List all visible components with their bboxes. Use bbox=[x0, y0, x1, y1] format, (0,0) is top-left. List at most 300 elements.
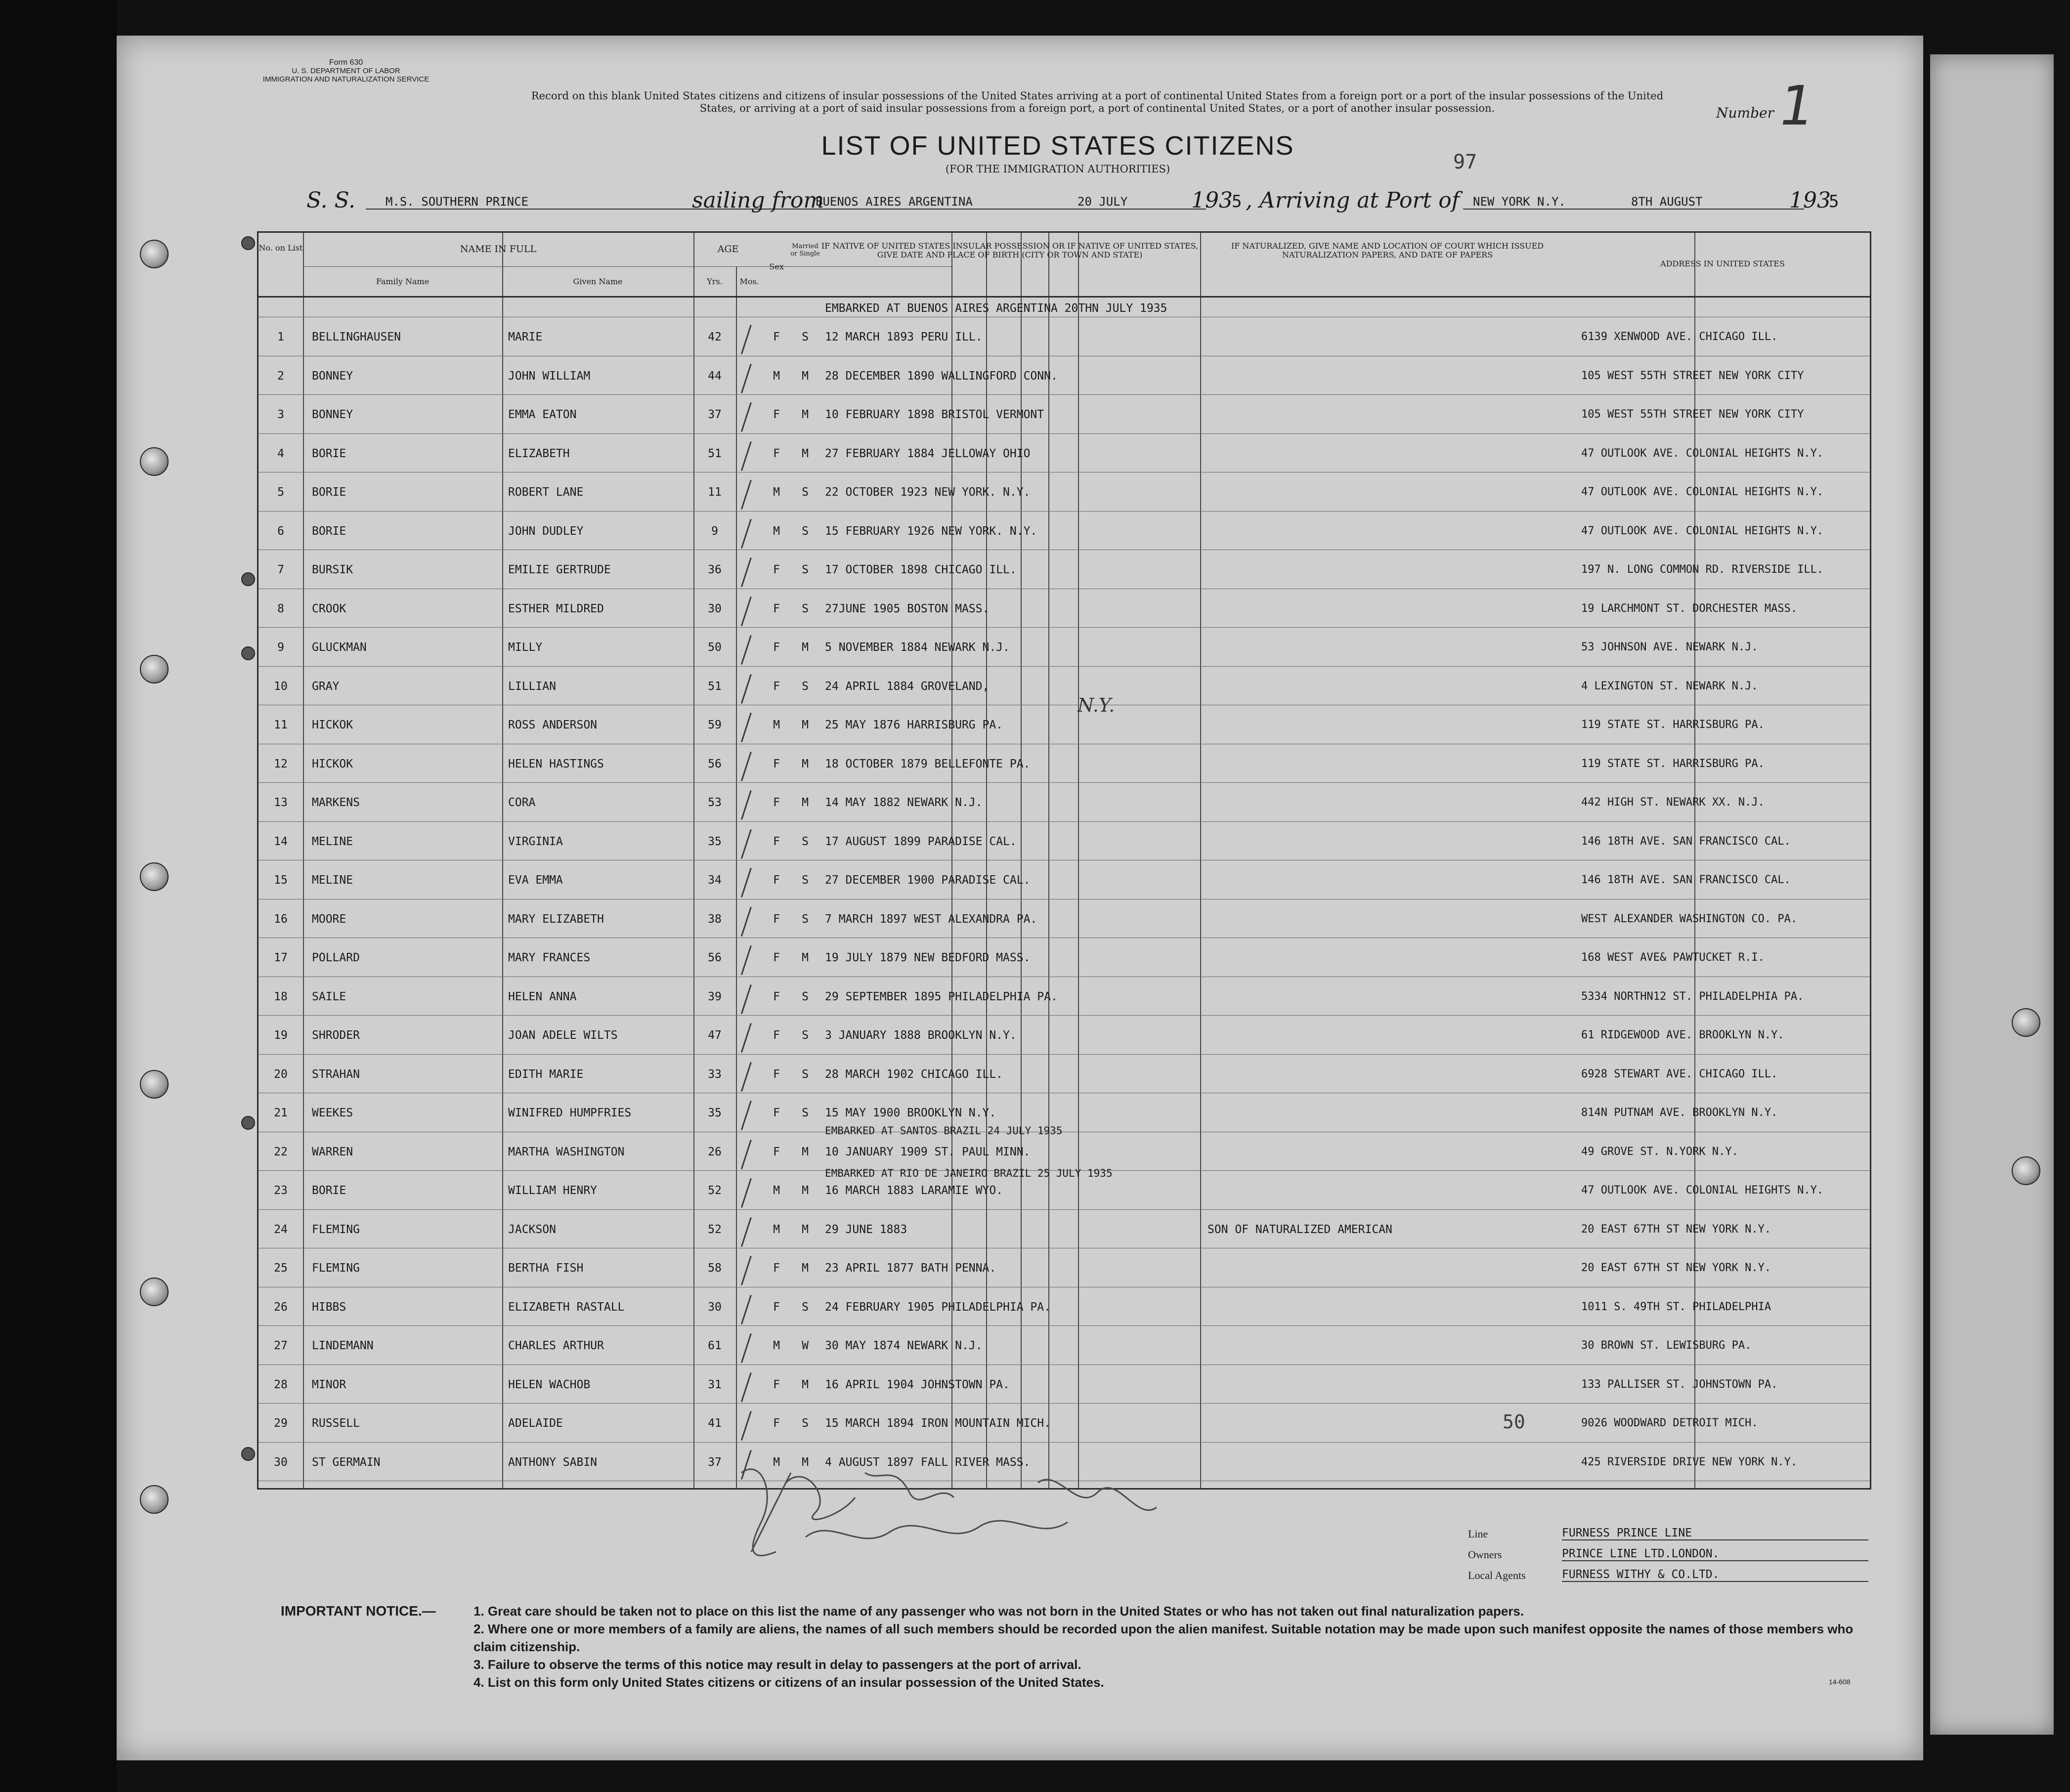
arriving-label: , Arriving at Port of bbox=[1246, 188, 1460, 213]
header-mos: Mos. bbox=[739, 277, 759, 286]
arrival-year-suffix: 5 bbox=[1829, 192, 1839, 212]
passenger-family: GRAY bbox=[312, 680, 340, 693]
passenger-address: 9026 WOODWARD DETROIT MICH. bbox=[1581, 1417, 1758, 1429]
header-no-on-list: No. on List bbox=[259, 243, 303, 253]
service-name: IMMIGRATION AND NATURALIZATION SERVICE bbox=[262, 75, 430, 84]
passenger-no: 29 bbox=[274, 1417, 288, 1430]
passenger-sex: F bbox=[773, 874, 780, 887]
passenger-ms: S bbox=[802, 680, 809, 693]
row-rule bbox=[259, 1054, 1870, 1055]
check-mark-icon bbox=[741, 1256, 752, 1285]
passenger-sex: F bbox=[773, 641, 780, 654]
header-married-or-single: Married or Single bbox=[790, 243, 820, 257]
binding-mark-icon bbox=[241, 1116, 255, 1130]
check-mark-icon bbox=[741, 1217, 752, 1247]
passenger-given: BERTHA FISH bbox=[508, 1262, 584, 1275]
passenger-family: MINOR bbox=[312, 1378, 346, 1391]
check-mark-icon bbox=[741, 1101, 752, 1130]
passenger-address: 53 JOHNSON AVE. NEWARK N.J. bbox=[1581, 641, 1758, 653]
notice-item: 4. List on this form only United States citizens or citizens of an insular possession of the United States. bbox=[474, 1675, 1104, 1690]
passenger-age: 34 bbox=[708, 874, 722, 887]
passenger-no: 7 bbox=[277, 563, 284, 576]
passenger-no: 25 bbox=[274, 1262, 288, 1275]
passenger-no: 13 bbox=[274, 796, 288, 809]
owners-label: Owners bbox=[1468, 1548, 1502, 1561]
passenger-sex: F bbox=[773, 796, 780, 809]
passenger-sex: F bbox=[773, 447, 780, 460]
passenger-ms: S bbox=[802, 1107, 809, 1119]
punch-hole-icon bbox=[140, 655, 169, 683]
check-mark-icon bbox=[741, 441, 752, 471]
header-yrs: Yrs. bbox=[707, 277, 723, 286]
check-mark-icon bbox=[741, 1023, 752, 1053]
passenger-address: 105 WEST 55TH STREET NEW YORK CITY bbox=[1581, 408, 1804, 421]
notice-item: 1. Great care should be taken not to place on this list the name of any passenger who was not born in the United States or who has not taken out final naturalization papers. bbox=[474, 1604, 1524, 1619]
header-address: ADDRESS IN UNITED STATES bbox=[1660, 259, 1785, 268]
passenger-no: 12 bbox=[274, 757, 288, 770]
form-identifier bbox=[247, 58, 445, 84]
passenger-birth: 27 DECEMBER 1900 PARADISE CAL. bbox=[825, 874, 1031, 887]
passenger-age: 56 bbox=[708, 951, 722, 964]
passenger-address: 20 EAST 67TH ST NEW YORK N.Y. bbox=[1581, 1223, 1771, 1236]
passenger-no: 4 bbox=[277, 447, 284, 460]
passenger-given: MARY FRANCES bbox=[508, 951, 591, 964]
header-age: AGE bbox=[717, 244, 739, 255]
check-mark-icon bbox=[741, 713, 752, 742]
passenger-ms: M bbox=[802, 1184, 809, 1197]
passenger-family: HICKOK bbox=[312, 719, 353, 731]
passenger-ms: S bbox=[802, 486, 809, 499]
passenger-birth: 12 MARCH 1893 PERU ILL. bbox=[825, 331, 983, 343]
check-mark-icon bbox=[741, 868, 752, 897]
passenger-no: 26 bbox=[274, 1300, 288, 1314]
passenger-birth: 23 APRIL 1877 BATH PENNA. bbox=[825, 1262, 996, 1275]
row-rule bbox=[259, 782, 1870, 783]
passenger-ms: S bbox=[802, 524, 809, 538]
arrival-underline bbox=[1463, 209, 1804, 210]
page-stamp: 97 bbox=[1453, 151, 1477, 173]
form-code: 14-608 bbox=[1829, 1678, 1851, 1686]
passenger-sex: F bbox=[773, 1417, 780, 1430]
row-rule bbox=[259, 433, 1870, 434]
passenger-address: 168 WEST AVE& PAWTUCKET R.I. bbox=[1581, 951, 1765, 964]
departure-date: 20 JULY bbox=[1078, 195, 1128, 209]
passenger-given: JOHN WILLIAM bbox=[508, 369, 591, 383]
passenger-address: 442 HIGH ST. NEWARK XX. N.J. bbox=[1581, 796, 1765, 809]
passenger-ms: S bbox=[802, 990, 809, 1003]
passenger-birth: 17 AUGUST 1899 PARADISE CAL. bbox=[825, 835, 1017, 848]
passenger-birth: 29 JUNE 1883 bbox=[825, 1223, 907, 1236]
passenger-ms: M bbox=[802, 408, 809, 421]
check-mark-icon bbox=[741, 752, 752, 781]
passenger-given: WINIFRED HUMPFRIES bbox=[508, 1107, 632, 1119]
passenger-sex: M bbox=[773, 1339, 780, 1352]
passenger-family: BORIE bbox=[312, 486, 346, 499]
ship-line-info bbox=[1468, 1525, 1873, 1587]
punch-hole-icon bbox=[140, 1278, 169, 1306]
passenger-birth: 24 APRIL 1884 GROVELAND, bbox=[825, 680, 990, 693]
binding-mark-icon bbox=[241, 646, 255, 660]
passenger-ms: M bbox=[802, 641, 809, 654]
list-number: 1 bbox=[1773, 74, 1820, 137]
passenger-ms: M bbox=[802, 951, 809, 964]
passenger-address: 61 RIDGEWOOD AVE. BROOKLYN N.Y. bbox=[1581, 1029, 1784, 1041]
passenger-family: WEEKES bbox=[312, 1107, 353, 1119]
passenger-given: MARY ELIZABETH bbox=[508, 912, 604, 926]
passenger-no: 11 bbox=[274, 719, 288, 731]
passenger-family: GLUCKMAN bbox=[312, 641, 367, 654]
passenger-sex: F bbox=[773, 1300, 780, 1314]
passenger-birth: 15 FEBRUARY 1926 NEW YORK. N.Y. bbox=[825, 524, 1037, 538]
passenger-given: JACKSON bbox=[508, 1223, 556, 1236]
passenger-address: 19 LARCHMONT ST. DORCHESTER MASS. bbox=[1581, 602, 1798, 615]
passenger-address: 146 18TH AVE. SAN FRANCISCO CAL. bbox=[1581, 874, 1791, 886]
passenger-age: 52 bbox=[708, 1223, 722, 1236]
passenger-ms: S bbox=[802, 874, 809, 887]
citizen-list-table bbox=[257, 231, 1871, 1490]
passenger-given: JOHN DUDLEY bbox=[508, 524, 584, 538]
header-naturalized: IF NATURALIZED, GIVE NAME AND LOCATION OF COURT WHICH ISSUED NATURALIZATION PAPERS, AND DATE OF PAPERS bbox=[1231, 241, 1544, 259]
punch-hole-icon bbox=[140, 1070, 169, 1099]
passenger-address: 47 OUTLOOK AVE. COLONIAL HEIGHTS N.Y. bbox=[1581, 1184, 1824, 1196]
passenger-address: 119 STATE ST. HARRISBURG PA. bbox=[1581, 757, 1765, 770]
passenger-ms: S bbox=[802, 1417, 809, 1430]
passenger-family: RUSSELL bbox=[312, 1417, 360, 1430]
passenger-age: 37 bbox=[708, 408, 722, 421]
passenger-family: POLLARD bbox=[312, 951, 360, 964]
passenger-given: ESTHER MILDRED bbox=[508, 602, 604, 615]
passenger-age: 39 bbox=[708, 990, 722, 1003]
passenger-no: 22 bbox=[274, 1145, 288, 1158]
passenger-sex: F bbox=[773, 563, 780, 576]
check-mark-icon bbox=[741, 480, 752, 510]
passenger-family: SAILE bbox=[312, 990, 346, 1003]
check-mark-icon bbox=[741, 907, 752, 937]
passenger-no: 28 bbox=[274, 1378, 288, 1391]
passenger-no: 8 bbox=[277, 602, 284, 615]
passenger-sex: F bbox=[773, 951, 780, 964]
passenger-given: CHARLES ARTHUR bbox=[508, 1339, 604, 1352]
sailing-from-label: sailing from bbox=[692, 188, 824, 213]
passenger-age: 11 bbox=[708, 486, 722, 499]
passenger-address: 47 OUTLOOK AVE. COLONIAL HEIGHTS N.Y. bbox=[1581, 524, 1824, 537]
passenger-address: 49 GROVE ST. N.YORK N.Y. bbox=[1581, 1145, 1738, 1158]
check-mark-icon bbox=[741, 945, 752, 975]
passenger-ms: M bbox=[802, 1378, 809, 1391]
passenger-age: 47 bbox=[708, 1029, 722, 1042]
inspector-signature bbox=[732, 1453, 1166, 1567]
passenger-age: 31 bbox=[708, 1378, 722, 1391]
passenger-sex: F bbox=[773, 602, 780, 615]
punch-hole-icon bbox=[2012, 1156, 2040, 1185]
department-name: U. S. DEPARTMENT OF LABOR bbox=[292, 67, 400, 75]
check-mark-icon bbox=[741, 635, 752, 665]
passenger-age: 51 bbox=[708, 680, 722, 693]
passenger-ms: M bbox=[802, 796, 809, 809]
margin-number: 50 bbox=[1503, 1411, 1525, 1433]
passenger-given: ROSS ANDERSON bbox=[508, 719, 598, 731]
form-number: Form 630 bbox=[329, 58, 363, 67]
passenger-no: 3 bbox=[277, 408, 284, 421]
passenger-ms: S bbox=[802, 331, 809, 343]
passenger-sex: F bbox=[773, 680, 780, 693]
passenger-sex: M bbox=[773, 1223, 780, 1236]
passenger-age: 33 bbox=[708, 1067, 722, 1081]
adjacent-sheet bbox=[1930, 54, 2054, 1735]
passenger-ms: S bbox=[802, 602, 809, 615]
punch-hole-icon bbox=[140, 1485, 169, 1514]
passenger-ms: M bbox=[802, 1262, 809, 1275]
check-mark-icon bbox=[741, 1062, 752, 1092]
passenger-no: 10 bbox=[274, 680, 288, 693]
passenger-given: HELEN ANNA bbox=[508, 990, 577, 1003]
passenger-birth: 10 JANUARY 1909 ST. PAUL MINN. bbox=[825, 1145, 1031, 1158]
passenger-family: MOORE bbox=[312, 912, 346, 926]
local-agents-value: FURNESS WITHY & CO.LTD. bbox=[1562, 1568, 1868, 1582]
passenger-address: 197 N. LONG COMMON RD. RIVERSIDE ILL. bbox=[1581, 563, 1824, 576]
row-rule bbox=[259, 1209, 1870, 1210]
passenger-birth: 30 MAY 1874 NEWARK N.J. bbox=[825, 1339, 983, 1352]
passenger-ms: M bbox=[802, 369, 809, 383]
passenger-age: 44 bbox=[708, 369, 722, 383]
passenger-age: 35 bbox=[708, 1107, 722, 1119]
passenger-family: WARREN bbox=[312, 1145, 353, 1158]
passenger-age: 50 bbox=[708, 641, 722, 654]
passenger-sex: M bbox=[773, 524, 780, 538]
passenger-sex: F bbox=[773, 1067, 780, 1081]
passenger-family: BONNEY bbox=[312, 369, 353, 383]
check-mark-icon bbox=[741, 790, 752, 820]
passenger-address: 814N PUTNAM AVE. BROOKLYN N.Y. bbox=[1581, 1107, 1778, 1119]
passenger-age: 9 bbox=[711, 524, 718, 538]
passenger-ms: S bbox=[802, 835, 809, 848]
passenger-given: MARTHA WASHINGTON bbox=[508, 1145, 625, 1158]
passenger-ms: M bbox=[802, 1223, 809, 1236]
passenger-family: BELLINGHAUSEN bbox=[312, 331, 401, 343]
check-mark-icon bbox=[741, 1372, 752, 1402]
binding-mark-icon bbox=[241, 236, 255, 250]
passenger-address: 146 18TH AVE. SAN FRANCISCO CAL. bbox=[1581, 835, 1791, 848]
passenger-age: 36 bbox=[708, 563, 722, 576]
header-sex: Sex bbox=[769, 262, 784, 271]
passenger-sex: M bbox=[773, 486, 780, 499]
scan-left-edge bbox=[0, 0, 117, 1792]
passenger-given: MARIE bbox=[508, 331, 543, 343]
passenger-sex: F bbox=[773, 331, 780, 343]
passenger-no: 24 bbox=[274, 1223, 288, 1236]
passenger-address: 425 RIVERSIDE DRIVE NEW YORK N.Y. bbox=[1581, 1455, 1798, 1468]
page-title: LIST OF UNITED STATES CITIZENS bbox=[821, 131, 1294, 161]
passenger-ms: M bbox=[802, 757, 809, 770]
passenger-sex: M bbox=[773, 1455, 780, 1469]
check-mark-icon bbox=[741, 674, 752, 704]
passenger-age: 53 bbox=[708, 796, 722, 809]
passenger-address: 105 WEST 55TH STREET NEW YORK CITY bbox=[1581, 369, 1804, 382]
passenger-no: 9 bbox=[277, 641, 284, 654]
passenger-age: 35 bbox=[708, 835, 722, 848]
passenger-address: 5334 NORTHN12 ST. PHILADELPHIA PA. bbox=[1581, 990, 1804, 1003]
passenger-sex: F bbox=[773, 1378, 780, 1391]
departure-port: BUENOS AIRES ARGENTINA bbox=[816, 195, 973, 209]
check-mark-icon bbox=[741, 1333, 752, 1363]
passenger-address: 20 EAST 67TH ST NEW YORK N.Y. bbox=[1581, 1262, 1771, 1274]
passenger-address: 47 OUTLOOK AVE. COLONIAL HEIGHTS N.Y. bbox=[1581, 486, 1824, 498]
passenger-no: 2 bbox=[277, 369, 284, 383]
passenger-sex: F bbox=[773, 408, 780, 421]
passenger-birth: 15 MAY 1900 BROOKLYN N.Y. bbox=[825, 1107, 996, 1119]
check-mark-icon bbox=[741, 402, 752, 432]
binding-mark-icon bbox=[241, 572, 255, 586]
check-mark-icon bbox=[741, 1178, 752, 1208]
passenger-given: EVA EMMA bbox=[508, 874, 563, 887]
embarkation-note: EMBARKED AT SANTOS BRAZIL 24 JULY 1935 bbox=[825, 1124, 1063, 1137]
row-rule bbox=[259, 1015, 1870, 1016]
passenger-sex: M bbox=[773, 1184, 780, 1197]
header-name-in-full: NAME IN FULL bbox=[460, 244, 537, 255]
passenger-age: 30 bbox=[708, 1300, 722, 1314]
row-rule bbox=[259, 627, 1870, 628]
passenger-sex: F bbox=[773, 757, 780, 770]
passenger-age: 51 bbox=[708, 447, 722, 460]
passenger-family: HICKOK bbox=[312, 757, 353, 770]
passenger-age: 37 bbox=[708, 1455, 722, 1469]
passenger-birth: 28 MARCH 1902 CHICAGO ILL. bbox=[825, 1067, 1003, 1081]
passenger-ms: S bbox=[802, 1067, 809, 1081]
passenger-family: SHRODER bbox=[312, 1029, 360, 1042]
passenger-sex: M bbox=[773, 369, 780, 383]
check-mark-icon bbox=[741, 1295, 752, 1324]
passenger-no: 18 bbox=[274, 990, 288, 1003]
check-mark-icon bbox=[741, 597, 752, 626]
passenger-birth: 24 FEBRUARY 1905 PHILADELPHIA PA. bbox=[825, 1300, 1051, 1314]
passenger-birth: 28 DECEMBER 1890 WALLINGFORD CONN. bbox=[825, 369, 1058, 383]
passenger-address: 133 PALLISER ST. JOHNSTOWN PA. bbox=[1581, 1378, 1778, 1391]
passenger-birth: 7 MARCH 1897 WEST ALEXANDRA PA. bbox=[825, 912, 1037, 926]
punch-hole-icon bbox=[140, 240, 169, 268]
passenger-family: BORIE bbox=[312, 447, 346, 460]
passenger-birth: 16 MARCH 1883 LARAMIE WYO. bbox=[825, 1184, 1003, 1197]
passenger-no: 21 bbox=[274, 1107, 288, 1119]
passenger-address: 1011 S. 49TH ST. PHILADELPHIA bbox=[1581, 1300, 1771, 1313]
passenger-birth: 29 SEPTEMBER 1895 PHILADELPHIA PA. bbox=[825, 990, 1058, 1003]
passenger-given: ANTHONY SABIN bbox=[508, 1455, 598, 1469]
passenger-age: 38 bbox=[708, 912, 722, 926]
passenger-sex: M bbox=[773, 719, 780, 731]
passenger-address: 47 OUTLOOK AVE. COLONIAL HEIGHTS N.Y. bbox=[1581, 447, 1824, 460]
passenger-birth: 17 OCTOBER 1898 CHICAGO ILL. bbox=[825, 563, 1017, 576]
passenger-given: ROBERT LANE bbox=[508, 486, 584, 499]
passenger-no: 15 bbox=[274, 874, 288, 887]
row-rule bbox=[259, 1403, 1870, 1404]
passenger-ms: M bbox=[802, 447, 809, 460]
check-mark-icon bbox=[741, 1140, 752, 1169]
passenger-family: FLEMING bbox=[312, 1223, 360, 1236]
passenger-ms: M bbox=[802, 719, 809, 731]
passenger-family: MELINE bbox=[312, 835, 353, 848]
passenger-given: MILLY bbox=[508, 641, 543, 654]
passenger-ms: S bbox=[802, 563, 809, 576]
passenger-sex: F bbox=[773, 1029, 780, 1042]
notice-heading: IMPORTANT NOTICE.— bbox=[281, 1603, 436, 1619]
passenger-birth: 27JUNE 1905 BOSTON MASS. bbox=[825, 602, 990, 615]
passenger-age: 52 bbox=[708, 1184, 722, 1197]
binding-mark-icon bbox=[241, 1447, 255, 1461]
check-mark-icon bbox=[741, 829, 752, 859]
arrival-date: 8TH AUGUST bbox=[1631, 195, 1703, 209]
passenger-sex: F bbox=[773, 1145, 780, 1158]
passenger-ms: S bbox=[802, 1300, 809, 1314]
ship-name: M.S. SOUTHERN PRINCE bbox=[386, 195, 528, 209]
passenger-address: 30 BROWN ST. LEWISBURG PA. bbox=[1581, 1339, 1752, 1352]
passenger-age: 30 bbox=[708, 602, 722, 615]
passenger-birth: 18 OCTOBER 1879 BELLEFONTE PA. bbox=[825, 757, 1031, 770]
passenger-address: 119 STATE ST. HARRISBURG PA. bbox=[1581, 719, 1765, 731]
passenger-family: STRAHAN bbox=[312, 1067, 360, 1081]
passenger-age: 61 bbox=[708, 1339, 722, 1352]
passenger-family: MELINE bbox=[312, 874, 353, 887]
passenger-birth: 25 MAY 1876 HARRISBURG PA. bbox=[825, 719, 1003, 731]
number-label: Number bbox=[1716, 105, 1774, 121]
passenger-family: BORIE bbox=[312, 524, 346, 538]
passenger-ms: S bbox=[802, 912, 809, 926]
passenger-sex: F bbox=[773, 1262, 780, 1275]
row-rule bbox=[259, 394, 1870, 395]
voyage-line bbox=[306, 188, 1839, 213]
departure-year-prefix: 193 bbox=[1191, 188, 1233, 213]
passenger-given: HELEN HASTINGS bbox=[508, 757, 604, 770]
intro-instructions: Record on this blank United States citizens and citizens of insular possessions of the United States arriving at a port of continental United States from a foreign port or a port of the insular possessions of the United States, or arriving at a port of said insular possessions from a foreign port, a port of continental United States, or a port of another insular possession. bbox=[531, 90, 1664, 114]
passenger-birth: 27 FEBRUARY 1884 JELLOWAY OHIO bbox=[825, 447, 1031, 460]
passenger-birth: 4 AUGUST 1897 FALL RIVER MASS. bbox=[825, 1455, 1031, 1469]
passenger-age: 26 bbox=[708, 1145, 722, 1158]
passenger-family: FLEMING bbox=[312, 1262, 360, 1275]
punch-hole-icon bbox=[140, 447, 169, 476]
check-mark-icon bbox=[741, 984, 752, 1014]
passenger-no: 20 bbox=[274, 1067, 288, 1081]
passenger-sex: F bbox=[773, 990, 780, 1003]
arrival-port: NEW YORK N.Y. bbox=[1473, 195, 1566, 209]
passenger-ms: M bbox=[802, 1455, 809, 1469]
passenger-given: HELEN WACHOB bbox=[508, 1378, 591, 1391]
passenger-no: 14 bbox=[274, 835, 288, 848]
passenger-no: 16 bbox=[274, 912, 288, 926]
passenger-no: 5 bbox=[277, 486, 284, 499]
check-mark-icon bbox=[741, 364, 752, 393]
check-mark-icon bbox=[741, 557, 752, 587]
passenger-no: 1 bbox=[277, 331, 284, 343]
date-underline bbox=[1058, 209, 1206, 210]
passenger-address: 6928 STEWART AVE. CHICAGO ILL. bbox=[1581, 1067, 1778, 1080]
passenger-no: 27 bbox=[274, 1339, 288, 1352]
check-mark-icon bbox=[741, 1411, 752, 1441]
departure-year-suffix: 5 bbox=[1232, 192, 1242, 212]
passenger-no: 30 bbox=[274, 1455, 288, 1469]
punch-hole-icon bbox=[140, 862, 169, 891]
passenger-family: CROOK bbox=[312, 602, 346, 615]
passenger-address: 6139 XENWOOD AVE. CHICAGO ILL. bbox=[1581, 331, 1778, 343]
passenger-given: JOAN ADELE WILTS bbox=[508, 1029, 618, 1042]
passenger-no: 19 bbox=[274, 1029, 288, 1042]
naturalization-note: SON OF NATURALIZED AMERICAN bbox=[1208, 1223, 1392, 1236]
passenger-age: 41 bbox=[708, 1417, 722, 1430]
passenger-given: VIRGINIA bbox=[508, 835, 563, 848]
passenger-birth: 3 JANUARY 1888 BROOKLYN N.Y. bbox=[825, 1029, 1017, 1042]
header-given-name: Given Name bbox=[573, 277, 623, 286]
passenger-given: EMMA EATON bbox=[508, 408, 577, 421]
handwritten-annotation: N.Y. bbox=[1078, 694, 1115, 716]
passenger-birth: 10 FEBRUARY 1898 BRISTOL VERMONT bbox=[825, 408, 1044, 421]
passenger-family: ST GERMAIN bbox=[312, 1455, 381, 1469]
